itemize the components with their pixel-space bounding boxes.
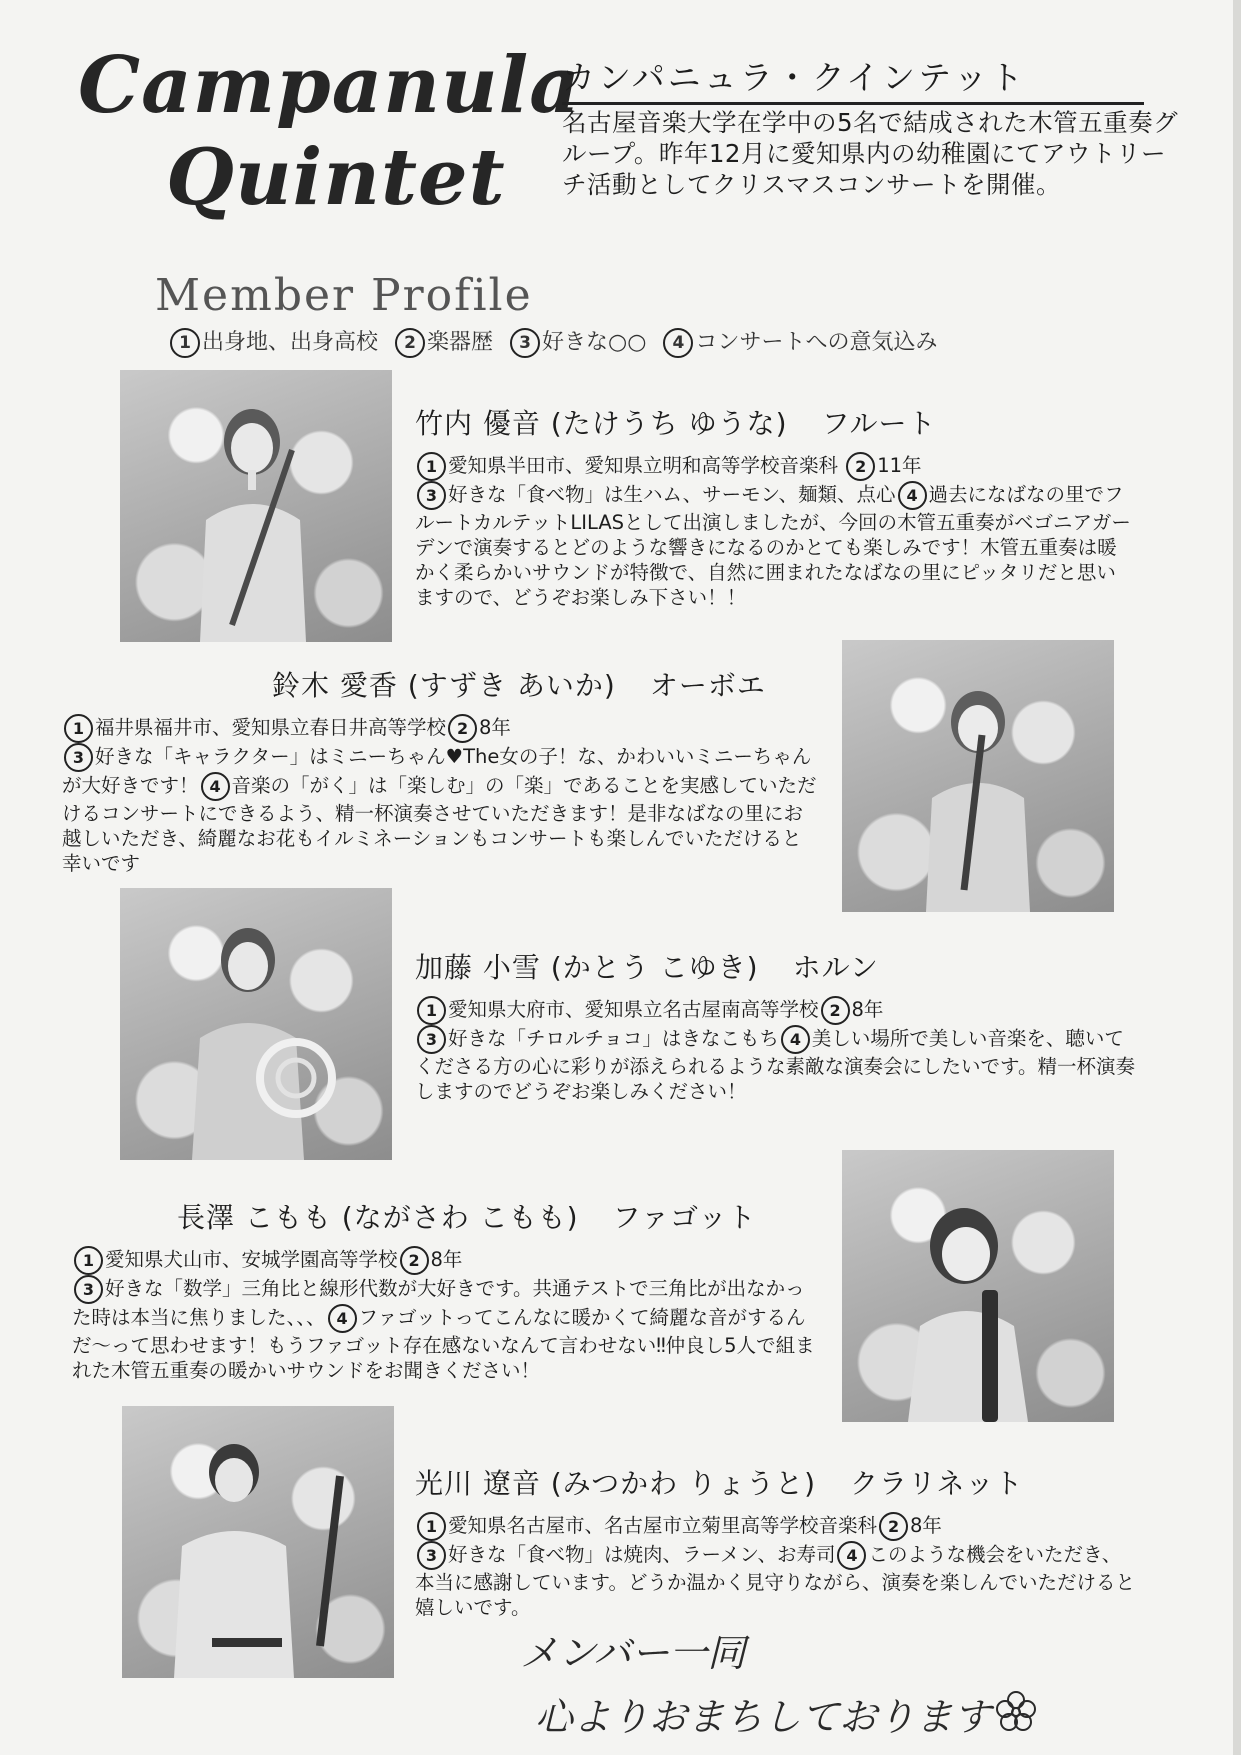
member-name-row — [62, 666, 817, 706]
legend-label: 出身地、出身高校 — [202, 330, 379, 355]
legend-label: 好きな○○ — [542, 330, 647, 355]
member-profile-text — [415, 1512, 1135, 1620]
favorite-thing: 好きな「チロルチョコ」はきなこもち — [448, 1027, 779, 1050]
concert-message: このような機会をいただき、本当に感謝しています。どうか温かく見守りながら、演奏を楽しんでいただけると嬉しいです。 — [415, 1543, 1135, 1619]
circled-2-icon: 2 — [400, 1246, 429, 1275]
member-profile-text — [415, 452, 1135, 610]
circled-number: 1 — [170, 328, 200, 358]
profile-legend — [168, 326, 1088, 360]
member-profile-text — [72, 1246, 817, 1383]
legend-label: コンサートへの意気込み — [695, 330, 938, 355]
member-name: 光川 遼音 (みつかわ りょうと) — [415, 1467, 816, 1500]
legend-label: 楽器歴 — [427, 330, 494, 355]
hometown-school: 愛知県大府市、愛知県立名古屋南高等学校 — [448, 998, 819, 1021]
member-name: 加藤 小雪 (かとう こゆき) — [415, 951, 759, 984]
photo-bassoon-player — [842, 1150, 1114, 1422]
circled-number: 4 — [663, 328, 693, 358]
circled-3-icon: 3 — [74, 1275, 103, 1304]
page-edge — [1233, 0, 1241, 1755]
circled-2-icon: 2 — [448, 714, 477, 743]
legend-item-2 — [393, 330, 493, 355]
legend-item-4 — [661, 330, 937, 355]
instrument-years: 8年 — [851, 998, 884, 1021]
member-profile-text — [62, 714, 817, 876]
instrument-years: 8年 — [479, 716, 511, 739]
favorite-thing: 好きな「数学」三角比と線形代数が大好きです。共通テストで三角比が出なかった時は本当に焦りました、、、 — [72, 1277, 805, 1329]
circled-3-icon: 3 — [64, 743, 93, 772]
concert-message: 美しい場所で美しい音楽を、聴いてくださる方の心に彩りが添えられるような素敵な演奏会にしたいです。精一杯演奏しますのでどうぞお楽しみください！ — [415, 1027, 1135, 1103]
member-name: 竹内 優音 (たけうち ゆうな) — [415, 407, 788, 440]
circled-4-icon: 4 — [837, 1541, 866, 1570]
signature-members: メンバー一同 — [520, 1631, 746, 1675]
title-line-2: Quintet — [166, 132, 506, 223]
instrument-years: 11年 — [877, 454, 922, 477]
circled-2-icon: 2 — [879, 1512, 908, 1541]
hornist-figure-icon — [120, 888, 392, 1160]
circled-3-icon: 3 — [417, 1025, 446, 1054]
legend-item-1 — [168, 330, 378, 355]
instrument-years: 8年 — [910, 1514, 942, 1537]
group-name-japanese: カンパニュラ・クインテット — [562, 56, 1144, 105]
flower-icon — [994, 1690, 1038, 1734]
member-instrument: ホルン — [792, 951, 879, 984]
circled-2-icon: 2 — [821, 996, 850, 1025]
member-name-row — [415, 404, 1135, 444]
circled-4-icon: 4 — [898, 481, 927, 510]
member-card-oboe — [62, 666, 817, 876]
circled-4-icon: 4 — [328, 1304, 357, 1333]
signature-welcome: 心よりおまちしております — [535, 1695, 992, 1739]
oboist-figure-icon — [842, 640, 1114, 912]
member-profile-heading: Member Profile — [155, 270, 533, 321]
member-name-row — [72, 1198, 817, 1238]
concert-message: 過去になばなの里でフルートカルテットLILASとして出演しましたが、今回の木管五重奏がベゴニアガーデンで演奏するとどのような響きになるのかとても楽しみです！木管五重奏は暖かく柔らかいサウンドが特徴で、自然に囲まれたなばなの里にピッタリだと思いますので、どうぞお楽しみ下さい！！ — [415, 483, 1131, 609]
member-card-flute — [415, 404, 1135, 610]
hometown-school: 愛知県名古屋市、名古屋市立菊里高等学校音楽科 — [448, 1514, 878, 1537]
member-card-clarinet — [415, 1464, 1135, 1620]
circled-number: 2 — [395, 328, 425, 358]
group-introduction: 名古屋音楽大学在学中の5名で結成された木管五重奏グループ。昨年12月に愛知県内の幼稚園にてアウトリーチ活動としてクリスマスコンサートを開催。 — [562, 108, 1179, 199]
favorite-thing: 好きな「食べ物」は焼肉、ラーメン、お寿司 — [448, 1543, 836, 1566]
clarinetist-figure-icon — [122, 1406, 394, 1678]
circled-1-icon: 1 — [417, 452, 446, 481]
bassoonist-figure-icon — [842, 1150, 1114, 1422]
circled-3-icon: 3 — [417, 481, 446, 510]
instrument-years: 8年 — [430, 1248, 463, 1271]
member-instrument: オーボエ — [649, 669, 766, 702]
favorite-thing: 好きな「キャラクター」はミニーちゃん♥The女の子！な、かわいいミニーちゃんが大好きです！ — [62, 745, 812, 797]
circled-1-icon: 1 — [74, 1246, 103, 1275]
photo-horn-player — [120, 888, 392, 1160]
member-name-row — [415, 1464, 1135, 1504]
photo-clarinet-player — [122, 1406, 394, 1678]
member-card-bassoon — [72, 1198, 817, 1383]
member-instrument: クラリネット — [850, 1467, 1024, 1500]
circled-3-icon: 3 — [417, 1541, 446, 1570]
circled-1-icon: 1 — [64, 714, 93, 743]
circled-number: 3 — [510, 328, 540, 358]
member-name: 鈴木 愛香 (すずき あいか) — [272, 669, 616, 702]
hometown-school: 愛知県半田市、愛知県立明和高等学校音楽科 — [448, 454, 839, 477]
concert-message: ファゴットってこんなに暖かくて綺麗な音がするんだ〜って思わせます！もうファゴット存在感ないなんて言わせない‼仲良し5人で組まれた木管五重奏の暖かいサウンドをお聞きください！ — [72, 1306, 815, 1382]
circled-1-icon: 1 — [417, 996, 446, 1025]
group-title-script — [78, 40, 581, 224]
photo-oboe-player — [842, 640, 1114, 912]
circled-4-icon: 4 — [201, 772, 230, 801]
concert-message: 音楽の「がく」は「楽しむ」の「楽」であることを実感していただけるコンサートにできるよう、精一杯演奏させていただきます！是非なばなの里にお越しいただき、綺麗なお花もイルミネーションもコンサートも楽しんでいただけると幸いです — [62, 774, 817, 875]
flutist-figure-icon — [120, 370, 392, 642]
circled-2-icon: 2 — [846, 452, 875, 481]
member-name-row — [415, 948, 1135, 988]
hometown-school: 福井県福井市、愛知県立春日井高等学校 — [95, 716, 447, 739]
member-profile-text — [415, 996, 1135, 1104]
hometown-school: 愛知県犬山市、安城学園高等学校 — [105, 1248, 398, 1271]
favorite-thing: 好きな「食べ物」は生ハム、サーモン、麺類、点心 — [448, 483, 896, 506]
member-instrument: フルート — [821, 407, 937, 440]
legend-item-3 — [508, 330, 646, 355]
member-card-horn — [415, 948, 1135, 1104]
member-instrument: ファゴット — [612, 1201, 757, 1234]
photo-flute-player — [120, 370, 392, 642]
title-line-1: Campanula — [78, 40, 581, 131]
member-name: 長澤 こもも (ながさわ こもも) — [177, 1201, 579, 1234]
circled-4-icon: 4 — [781, 1025, 810, 1054]
circled-1-icon: 1 — [417, 1512, 446, 1541]
